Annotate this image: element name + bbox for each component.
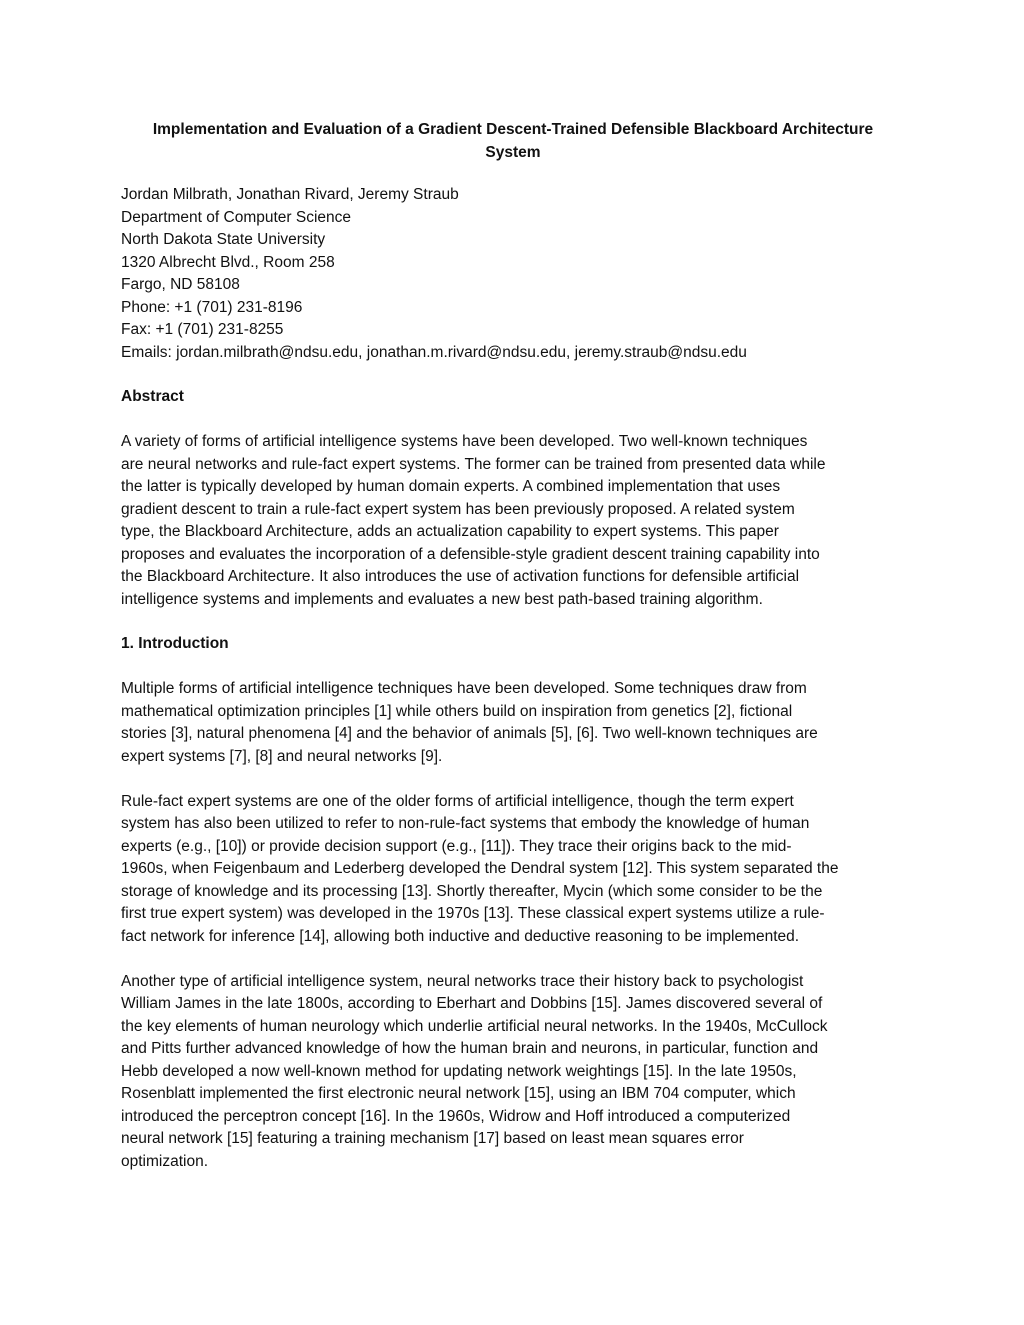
text-line: expert systems [7], [8] and neural networks [9]. <box>121 747 443 765</box>
title-line: Implementation and Evaluation of a Gradient Descent-Trained Defensible Blackboard Architecture <box>152 121 874 138</box>
text-line: Rosenblatt implemented the first electronic neural network [15], using an IBM 704 computer, which <box>121 1085 796 1102</box>
text-line: the Blackboard Architecture. It also introduces the use of activation functions for defensible artificial <box>121 568 800 585</box>
affiliation-university: North Dakota State University <box>121 231 326 248</box>
affiliation-address: 1320 Albrecht Blvd., Room 258 <box>121 253 335 271</box>
paper-title <box>121 118 905 164</box>
text-line: Rule-fact expert systems are one of the older forms of artificial intelligence, though the term expert <box>121 792 794 810</box>
text-line: stories [3], natural phenomena [4] and the behavior of animals [5], [6]. Two well-known techniques are <box>121 725 818 742</box>
affiliation-phone: Phone: +1 (701) 231-8196 <box>121 298 303 316</box>
text-line: proposes and evaluates the incorporation of a defensible-style gradient descent training capability into <box>121 545 820 563</box>
text-line: experts (e.g., [10]) or provide decision support (e.g., [11]). They trace their origins back to the mid- <box>121 837 792 855</box>
intro-paragraph-3 <box>121 971 905 1174</box>
text-line: system has also been utilized to refer to non-rule-fact systems that embody the knowledge of human <box>121 815 810 832</box>
text-line: the key elements of human neurology which underlie artificial neural networks. In the 1940s, McCullock <box>121 1017 828 1035</box>
text-line: William James in the late 1800s, according to Eberhart and Dobbins [15]. James discovered several of <box>121 995 823 1012</box>
author-block <box>121 184 905 364</box>
intro-paragraph-2 <box>121 791 905 949</box>
title-line: System <box>485 144 541 161</box>
affiliation-department: Department of Computer Science <box>121 208 352 226</box>
text-line: 1960s, when Feigenbaum and Lederberg developed the Dendral system [12]. This system separated the <box>121 860 839 877</box>
text-line: Multiple forms of artificial intelligence techniques have been developed. Some techniques draw from <box>121 680 807 697</box>
author-names: Jordan Milbrath, Jonathan Rivard, Jeremy Straub <box>121 186 459 203</box>
text-line: mathematical optimization principles [1] while others build on inspiration from genetics [2], fictional <box>121 702 793 720</box>
text-line: introduced the perceptron concept [16]. In the 1960s, Widrow and Hoff introduced a computerized <box>121 1107 791 1125</box>
paper-page <box>121 118 905 1173</box>
text-line: intelligence systems and implements and evaluates a new best path-based training algorithm. <box>121 590 763 608</box>
abstract-paragraph <box>121 431 905 611</box>
abstract-heading: Abstract <box>121 388 184 405</box>
text-line: fact network for inference [14], allowing both inductive and deductive reasoning to be implemented. <box>121 927 800 945</box>
text-line: and Pitts further advanced knowledge of how the human brain and neurons, in particular, function and <box>121 1040 819 1057</box>
text-line: gradient descent to train a rule-fact expert system has been previously proposed. A related system <box>121 500 795 518</box>
text-line: first true expert system) was developed in the 1970s [13]. These classical expert systems utilize a rule- <box>121 905 825 922</box>
text-line: Hebb developed a now well-known method for updating network weightings [15]. In the late 1950s, <box>121 1062 797 1080</box>
text-line: neural network [15] featuring a training mechanism [17] based on least mean squares error <box>121 1130 744 1147</box>
text-line: optimization. <box>121 1152 209 1170</box>
text-line: A variety of forms of artificial intelligence systems have been developed. Two well-known techniques <box>121 433 808 450</box>
affiliation-emails: Emails: jordan.milbrath@ndsu.edu, jonathan.m.rivard@ndsu.edu, jeremy.straub@ndsu.edu <box>121 343 747 361</box>
text-line: the latter is typically developed by human domain experts. A combined implementation that uses <box>121 478 781 495</box>
introduction-heading: 1. Introduction <box>121 635 229 652</box>
intro-paragraph-1 <box>121 678 905 768</box>
affiliation-fax: Fax: +1 (701) 231-8255 <box>121 321 284 338</box>
text-line: type, the Blackboard Architecture, adds an actualization capability to expert systems. This paper <box>121 523 779 540</box>
text-line: storage of knowledge and its processing [13]. Shortly thereafter, Mycin (which some consider to be the <box>121 882 823 900</box>
text-line: are neural networks and rule-fact expert systems. The former can be trained from presented data while <box>121 455 826 473</box>
text-line: Another type of artificial intelligence system, neural networks trace their history back to psychologist <box>121 972 804 990</box>
affiliation-city: Fargo, ND 58108 <box>121 276 240 293</box>
